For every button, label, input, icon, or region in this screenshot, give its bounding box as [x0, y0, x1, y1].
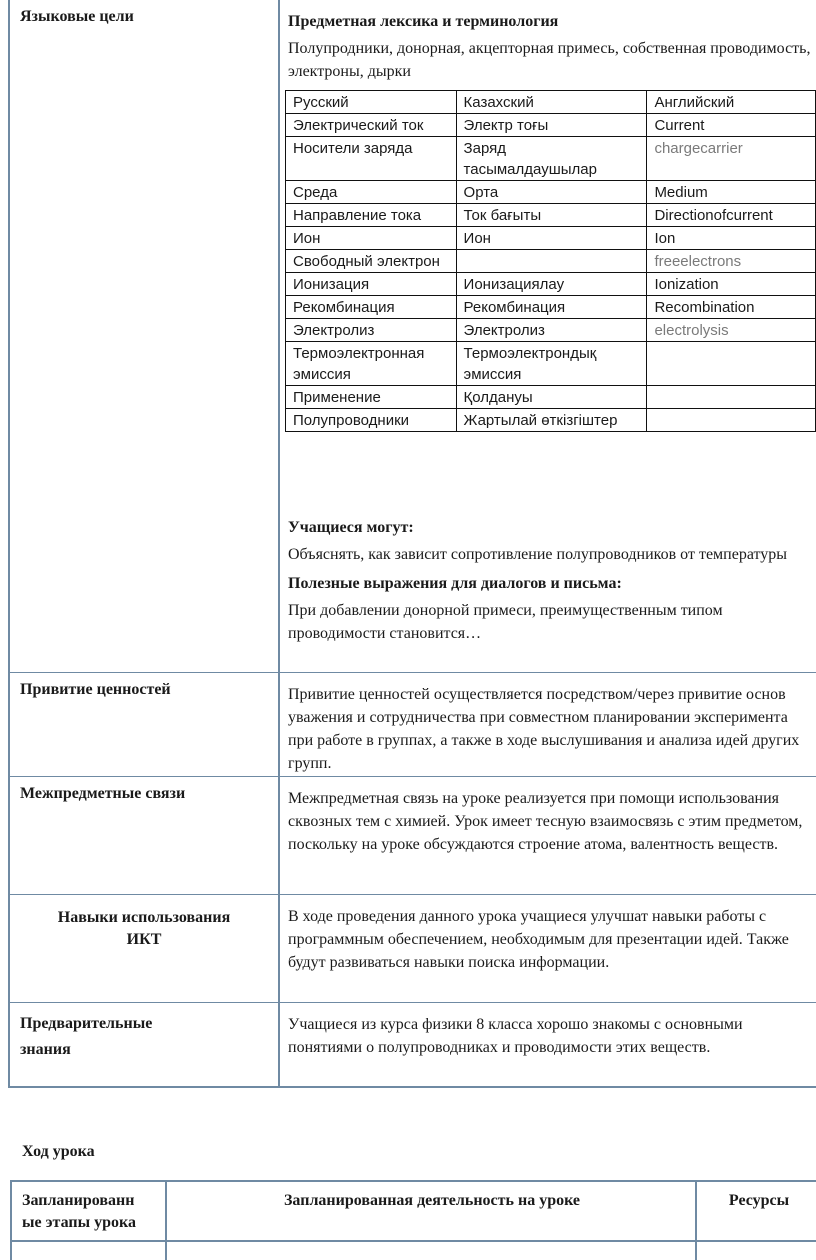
vocabulary-table	[285, 90, 816, 432]
vocab-cell-kz: Жартылай өткізгіштер	[456, 409, 647, 432]
vocab-row	[286, 137, 816, 181]
vocab-cell-ru: Электрический ток	[286, 114, 457, 137]
vocab-cell-ru: Применение	[286, 386, 457, 409]
lesson-col-stages	[12, 1182, 167, 1260]
vocab-cell-kz: Заряд тасымалдаушылар	[456, 137, 647, 181]
vocab-cell-ru: Ионизация	[286, 273, 457, 296]
vocab-cell-kz: Ион	[456, 227, 647, 250]
vocab-cell-en: Directionofcurrent	[647, 204, 816, 227]
vocab-cell-kz: Электр тоғы	[456, 114, 647, 137]
vocab-row	[286, 204, 816, 227]
lesson-col-stages-line2: ые этапы урока	[22, 1214, 136, 1231]
students-can-heading: Учащиеся могут:	[288, 519, 414, 536]
vocab-row	[286, 250, 816, 273]
vocab-cell-ru: Полупроводники	[286, 409, 457, 432]
vocab-row	[286, 114, 816, 137]
label-language-goals: Языковые цели	[20, 8, 134, 25]
vocab-header-en: Английский	[647, 91, 816, 114]
text-ict: В ходе проведения данного урока учащиеся улучшат навыки работы с программным обеспечением, необходимым для презентации идей. Также будут развиваться навыки поиска информации.	[288, 908, 789, 971]
vocab-cell-kz: Орта	[456, 181, 647, 204]
label-prior-line1: Предварительные	[20, 1015, 153, 1032]
lesson-col-resources: Ресурсы	[728, 1192, 790, 1209]
vocab-cell-en	[647, 409, 816, 432]
row-cross-curricular	[10, 776, 816, 895]
vocab-header-row	[286, 91, 816, 114]
phrases-text: При добавлении донорной примеси, преимущественным типом проводимости становится…	[288, 602, 723, 642]
vocab-cell-en: Current	[647, 114, 816, 137]
vocab-cell-kz: Рекомбинация	[456, 296, 647, 319]
vocab-cell-ru: Ион	[286, 227, 457, 250]
vocab-cell-en: chargecarrier	[647, 137, 816, 181]
vocab-cell-kz: Термоэлектрондық эмиссия	[456, 342, 647, 386]
vocab-cell-ru: Термоэлектронная эмиссия	[286, 342, 457, 386]
vocab-cell-ru: Электролиз	[286, 319, 457, 342]
vocab-cell-ru: Свободный электрон	[286, 250, 457, 273]
vocab-row	[286, 319, 816, 342]
vocab-row	[286, 409, 816, 432]
vocab-cell-en: electrolysis	[647, 319, 816, 342]
lesson-col-stages-line1: Запланированн	[22, 1192, 135, 1209]
row-values	[10, 672, 816, 777]
vocab-text: Полупродники, донорная, акцепторная примесь, собственная проводимость, электроны, дырки	[288, 40, 811, 80]
vocab-cell-kz: Қолдануы	[456, 386, 647, 409]
vocab-header-kz: Казахский	[456, 91, 647, 114]
vocab-row	[286, 181, 816, 204]
vocab-row	[286, 342, 816, 386]
vocab-cell-kz: Ток бағыты	[456, 204, 647, 227]
vocab-cell-en	[647, 386, 816, 409]
vocab-cell-ru: Среда	[286, 181, 457, 204]
label-cross-curricular: Межпредметные связи	[20, 785, 186, 802]
students-block	[288, 516, 813, 645]
vocab-cell-en: Ion	[647, 227, 816, 250]
vocab-header-ru: Русский	[286, 91, 457, 114]
label-ict-line1: Навыки использования	[57, 909, 231, 926]
label-prior-line2: знания	[20, 1041, 71, 1058]
students-can-text: Объяснять, как зависит сопротивление полупроводников от температуры	[288, 546, 788, 563]
lesson-table-bottom-border	[12, 1240, 816, 1242]
text-values: Привитие ценностей осуществляется посредством/через привитие основ уважения и сотрудничества при совместном планировании эксперимента при работе в группах, а также в ходе выслушивания и анализа идей других групп.	[288, 686, 800, 772]
lesson-table	[10, 1180, 816, 1260]
vocab-row	[286, 386, 816, 409]
vocab-cell-en: Medium	[647, 181, 816, 204]
vocab-row	[286, 227, 816, 250]
label-prior-knowledge	[10, 1003, 278, 1087]
vocab-row	[286, 273, 816, 296]
vocab-row	[286, 296, 816, 319]
label-ict-line2: ИКТ	[126, 931, 162, 948]
label-ict	[10, 895, 278, 1003]
phrases-heading: Полезные выражения для диалогов и письма:	[288, 575, 622, 592]
vocab-cell-en: Recombination	[647, 296, 816, 319]
vocab-cell-kz: Электролиз	[456, 319, 647, 342]
vocab-cell-ru: Направление тока	[286, 204, 457, 227]
vocab-cell-ru: Носители заряда	[286, 137, 457, 181]
vocab-cell-en	[647, 342, 816, 386]
text-prior-knowledge: Учащиеся из курса физики 8 класса хорошо знакомы с основными понятиями о полупроводниках и проводимости этих веществ.	[288, 1016, 743, 1056]
text-cross-curricular: Межпредметная связь на уроке реализуется при помощи использования сквозных тем с химией. Урок имеет тесную взаимосвязь с этим предметом, поскольку на уроке обсуждаются строение атома, валентность веществ.	[288, 790, 803, 853]
vocab-cell-kz	[456, 250, 647, 273]
lesson-section-title: Ход урока	[22, 1143, 95, 1160]
vocab-cell-ru: Рекомбинация	[286, 296, 457, 319]
label-values: Привитие ценностей	[20, 681, 171, 698]
vocab-heading: Предметная лексика и терминология	[288, 13, 559, 30]
vocab-cell-kz: Ионизациялау	[456, 273, 647, 296]
vocab-cell-en: Ionization	[647, 273, 816, 296]
row-ict	[10, 894, 816, 1003]
vocab-cell-en: freeelectrons	[647, 250, 816, 273]
lesson-col-activity: Запланированная деятельность на уроке	[169, 1182, 697, 1260]
row-prior-knowledge	[10, 1002, 816, 1087]
